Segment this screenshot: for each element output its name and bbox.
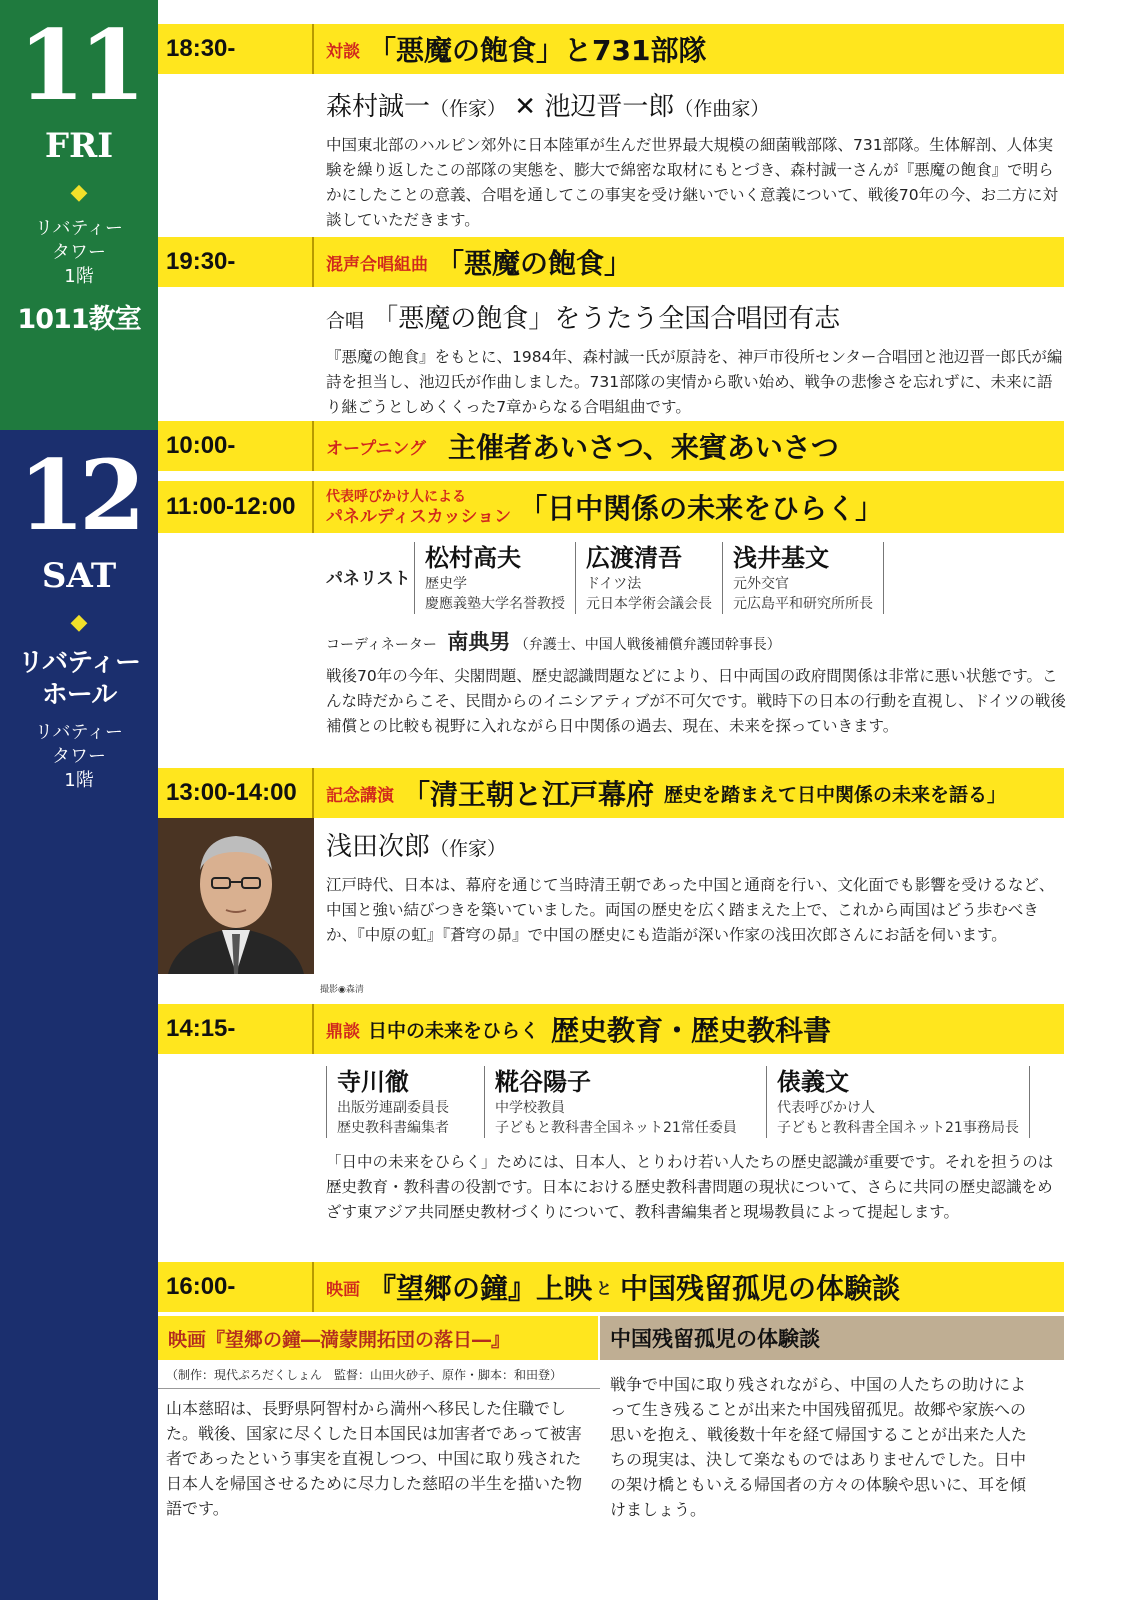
event-body xyxy=(326,542,1066,739)
event-tag: 記念講演 xyxy=(326,785,394,806)
day12-venue-line: リバティー xyxy=(34,722,124,743)
event-title: 主催者あいさつ、来賓あいさつ xyxy=(447,431,839,464)
panelist-role: 歴史教科書編集者 xyxy=(337,1120,449,1136)
event-time: 14:15- xyxy=(158,1004,314,1054)
panelist-name: 寺川徹 xyxy=(337,1068,409,1096)
performer-name: 「悪魔の飽食」をうたう全国合唱団有志 xyxy=(372,304,841,334)
panelist-role: 慶應義塾大学名誉教授 xyxy=(425,596,565,612)
event-description: 「日中の未来をひらく」ためには、日本人、とりわけ若い人たちの歴史認識が重要です。それを担うのは歴史教育・教科書の役割です。日本における歴史教科書問題の現状について、さらに共同の歴史認識をめざす東アジア共同歴史教材づくりについて、教科書編集者と現場教員によって提起します。 xyxy=(326,1153,1054,1221)
event-tag: 映画 xyxy=(326,1279,360,1300)
day12-column xyxy=(0,430,158,1600)
panelist xyxy=(722,542,884,614)
portrait-image xyxy=(158,818,314,974)
event-body xyxy=(326,86,1066,233)
panelist xyxy=(766,1066,1030,1138)
day11-column xyxy=(0,0,158,430)
panelist xyxy=(414,542,575,614)
panelist xyxy=(326,1066,484,1138)
day12-venue-name: リバティー xyxy=(17,648,141,678)
day12-date: 12 xyxy=(18,439,140,552)
panelist-name: 松村高夫 xyxy=(425,544,521,572)
panelist xyxy=(484,1066,766,1138)
event-description: 江戸時代、日本は、幕府を通じて当時清王朝であった中国と通商を行い、文化面でも影響を受けるなど、中国と強い結びつきを築いていました。両国の歴史を広く踏まえた上で、これから両国はどう歩むべきか、『中原の虹』『蒼穹の昴』で中国の歴史にも造詣が深い作家の浅田次郎さんにお話を伺います。 xyxy=(326,876,1055,944)
day11-venue-line: リバティー xyxy=(34,218,124,239)
event-title: 「悪魔の飽食」 xyxy=(436,247,633,280)
coordinator-line xyxy=(326,626,1066,656)
panelist-name: 浅井基文 xyxy=(733,544,829,572)
event-time: 19:30- xyxy=(158,237,314,287)
speaker-photo xyxy=(158,818,314,974)
event-title: 「日中関係の未来をひらく」 xyxy=(519,492,884,525)
story-description: 戦争で中国に取り残されながら、中国の人たちの助けによって生き残ることが出来た中国残留孤児。故郷や家族への思いを抱え、戦後数十年を経て帰国することが出来た人たちの現実は、決して楽なものではありませんでした。日中の架け橋ともいえる帰国者の方々の体験や思いに、耳を傾けましょう。 xyxy=(610,1375,1027,1519)
day12-venue-line: タワー xyxy=(52,746,106,767)
event-description: 中国東北部のハルピン郊外に日本陸軍が生んだ世界最大規模の細菌戦部隊、731部隊。生体解剖、人体実験を繰り返したこの部隊の実態を、膨大で綿密な取材にもとづき、森村誠一さんが『悪魔の飽食』で明らかにしたことの意義、合唱を通してこの事実を受け継いでいく意義について、戦後70年の今、お二方に対談していただきます。 xyxy=(326,136,1059,229)
event-time: 16:00- xyxy=(158,1262,314,1312)
speaker-role: （作曲家） xyxy=(674,98,770,120)
day12-weekday: SAT xyxy=(41,556,117,596)
coordinator-label: コーディネーター xyxy=(326,637,437,653)
panelist-name: 糀谷陽子 xyxy=(495,1068,591,1096)
speaker-line xyxy=(326,86,1066,123)
event-description: 『悪魔の飽食』をもとに、1984年、森村誠一氏が原詩を、神戸市役所センター合唱団と池辺晋一郎氏が編詩を担当し、池辺氏が作曲しました。731部隊の実情から歌い始め、戦争の悲惨さを忘れずに、未来に語り継ごうとしめくくった7章からなる合唱組曲です。 xyxy=(326,348,1063,416)
event-tag xyxy=(326,487,511,527)
panelist-list xyxy=(326,542,1066,614)
panelist-label: パネリスト xyxy=(326,569,411,589)
event-title: 「悪魔の飽食」と731部隊 xyxy=(368,34,707,67)
film-heading: 映画『望郷の鐘―満蒙開拓団の落日―』 xyxy=(158,1316,598,1360)
day11-venue-line: タワー xyxy=(52,242,106,263)
event-tag: 鼎談 xyxy=(326,1021,360,1042)
event-time: 18:30- xyxy=(158,24,314,74)
event-tag-line: 代表呼びかけ人による xyxy=(326,489,466,505)
event-bar xyxy=(158,421,1064,471)
event-subtitle: 歴史を踏まえて日中関係の未来を語る」 xyxy=(664,783,1007,806)
divider xyxy=(158,1388,600,1389)
event-bar xyxy=(158,481,1064,533)
panelist-role: ドイツ法 xyxy=(586,576,642,592)
coordinator-name: 南典男 xyxy=(447,630,511,654)
event-bar xyxy=(158,237,1064,287)
panelist-role: 元日本学術会議会長 xyxy=(586,596,712,612)
event-bar xyxy=(158,1262,1064,1312)
event-body xyxy=(326,1066,1066,1225)
event-title-and: と xyxy=(596,1278,613,1298)
event-title: 「清王朝と江戸幕府 xyxy=(402,778,655,811)
photo-credit: 撮影◉森清 xyxy=(320,985,364,995)
film-credit: （制作：現代ぷろだくしょん 監督：山田火砂子、原作・脚本：和田登） xyxy=(166,1368,563,1382)
event-body xyxy=(326,298,1066,420)
event-tag: オープニング xyxy=(326,438,426,459)
event-body xyxy=(326,826,1066,948)
speaker-line xyxy=(326,826,1066,863)
event-title: 『望郷の鐘』上映 xyxy=(368,1272,593,1305)
story-heading: 中国残留孤児の体験談 xyxy=(600,1316,1064,1360)
panelist-role: 中学校教員 xyxy=(495,1100,565,1116)
panelist-name: 俵義文 xyxy=(777,1068,849,1096)
panelist xyxy=(575,542,722,614)
panelist-role: 子どもと教科書全国ネット21事務局長 xyxy=(777,1120,1019,1136)
event-bar xyxy=(158,768,1064,818)
event-time: 10:00- xyxy=(158,421,314,471)
panelist-role: 元外交官 xyxy=(733,576,789,592)
event-title: 歴史教育・歴史教科書 xyxy=(551,1014,832,1047)
speaker-name: 浅田次郎 xyxy=(326,832,431,862)
performer-label: 合唱 xyxy=(326,310,365,332)
day11-weekday: FRI xyxy=(44,126,114,166)
day11-room: 1011教室 xyxy=(17,304,141,335)
panelist-role: 代表呼びかけ人 xyxy=(777,1100,875,1116)
event-tag: 混声合唱組曲 xyxy=(326,254,428,275)
day11-venue-line: 1階 xyxy=(64,266,94,287)
day12-venue-name: ホール xyxy=(41,680,117,710)
panelist-role: 子どもと教科書全国ネット21常任委員 xyxy=(495,1120,737,1136)
day11-date: 11 xyxy=(18,9,140,122)
event-title: 中国残留孤児の体験談 xyxy=(620,1272,901,1305)
event-subtitle: 日中の未来をひらく xyxy=(368,1019,540,1042)
day12-venue-line: 1階 xyxy=(64,770,94,791)
event-description: 戦後70年の今年、尖閣問題、歴史認識問題などにより、日中両国の政府間関係は非常に悪い状態です。こんな時だからこそ、民間からのイニシアティブが不可欠です。戦時下の日本の行動を直視し、ドイツの戦後補償との比較も視野に入れながら日中関係の過去、現在、未来を探っていきます。 xyxy=(326,667,1066,735)
speaker-name: 森村誠一 xyxy=(326,92,431,122)
event-tag: 対談 xyxy=(326,41,360,62)
panelist-role: 出版労連副委員長 xyxy=(337,1100,449,1116)
speaker-name: 池辺晋一郎 xyxy=(544,92,675,122)
speaker-role: （作家） xyxy=(430,838,507,860)
event-bar xyxy=(158,1004,1064,1054)
event-bar xyxy=(158,24,1064,74)
event-time: 11:00-12:00 xyxy=(158,481,314,533)
coordinator-role: （弁護士、中国人戦後補償弁護団幹事長） xyxy=(514,637,781,653)
film-description: 山本慈昭は、長野県阿智村から満州へ移民した住職でした。戦後、国家に尽くした日本国民は加害者であって被害者であったという事実を直視しつつ、中国に取り残された日本人を帰国させるために尽力した慈昭の半生を描いた物語です。 xyxy=(166,1399,583,1518)
diamond-icon: ◆ xyxy=(70,180,88,205)
diamond-icon: ◆ xyxy=(70,610,88,635)
cross-icon: ✕ xyxy=(514,92,537,122)
panelist-name: 広渡清吾 xyxy=(586,544,682,572)
speaker-line xyxy=(326,298,1066,335)
panelist-role: 元広島平和研究所所長 xyxy=(733,596,873,612)
event-time: 13:00-14:00 xyxy=(158,768,314,818)
panelist-list xyxy=(326,1066,1066,1138)
event-tag-line: パネルディスカッション xyxy=(326,507,512,527)
speaker-role: （作家） xyxy=(430,98,507,120)
panelist-role: 歴史学 xyxy=(425,576,467,592)
